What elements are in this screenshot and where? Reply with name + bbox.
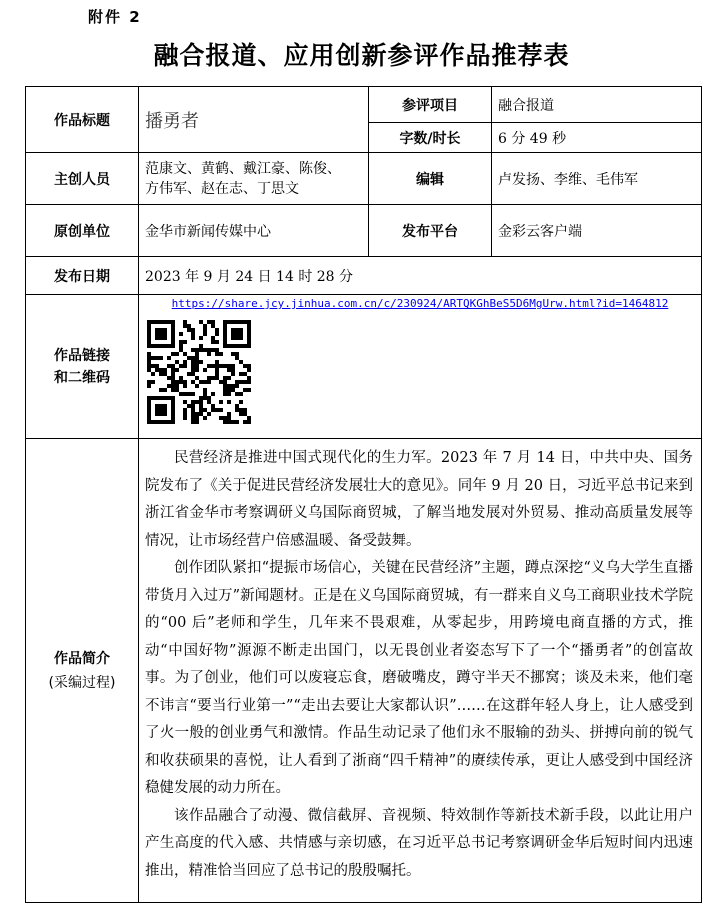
creators-line-1: 范康文、黄鹤、戴江豪、陈俊、 [145,160,341,177]
length-value: 6 分 49 秒 [492,123,702,153]
intro-text [139,439,702,903]
link-label-line-2: 和二维码 [54,369,110,386]
creators-line-2: 方伟军、赵在志、丁思文 [145,180,299,197]
intro-paragraph-1: 民营经济是推进中国式现代化的生力军。2023 年 7 月 14 日，中共中央、国务院发布了《关于促进民营经济发展壮大的意见》。同年 9 月 20 日，习近平总书记来到浙江省金华市考察调研义乌国际商贸城，了解当地发展对外贸易、推动高质量发展等情况，让市场经营户倍感温暖、备受鼓舞。 [145,450,693,549]
category-label: 参评项目 [369,87,492,123]
intro-label-line-1: 作品简介 [54,650,110,667]
attachment-label: 附件 2 [88,8,142,26]
date-label: 发布日期 [26,257,139,295]
creators-label: 主创人员 [26,153,139,205]
link-cell [139,295,702,439]
qr-code-icon[interactable] [147,320,251,424]
recommendation-form [25,86,702,903]
date-value: 2023 年 9 月 24 日 14 时 28 分 [139,257,702,295]
intro-paragraph-3: 该作品融合了动漫、微信截屏、音视频、特效制作等新技术新手段，以此让用户产生高度的代入感、共情感与亲切感，在习近平总书记考察调研金华后短时间内迅速推出，精准恰当回应了总书记的殷殷嘱托。 [145,807,693,879]
work-link[interactable]: https://share.jcy.jinhua.com.cn/c/230924/ARTQKGhBeS5D6MgUrw.html?id=1464812 [171,297,669,310]
platform-value: 金彩云客户端 [492,205,702,257]
platform-label: 发布平台 [369,205,492,257]
editor-value: 卢发扬、李维、毛伟军 [492,153,702,205]
unit-label: 原创单位 [26,205,139,257]
intro-label-line-2: (采编过程) [48,674,116,691]
title-label: 作品标题 [26,87,139,153]
title-value: 播勇者 [139,87,369,153]
category-value: 融合报道 [492,87,702,123]
editor-label: 编辑 [369,153,492,205]
intro-label [26,439,139,903]
page-title: 融合报道、应用创新参评作品推荐表 [153,41,570,70]
creators-value [139,153,369,205]
link-label-line-1: 作品链接 [54,347,110,364]
length-label: 字数/时长 [369,123,492,153]
unit-value: 金华市新闻传媒中心 [139,205,369,257]
link-label [26,295,139,439]
intro-paragraph-2: 创作团队紧扣“提振市场信心，关键在民营经济”主题，蹲点深挖“义乌大学生直播带货月入过万”新闻题材。正是在义乌国际商贸城，有一群来自义乌工商职业技术学院的“00 后”老师和学生，几年来不畏艰难，从零起步，用跨境电商直播的方式，推动“中国好物”源源不断走出国门，以无畏创业者姿态写下了一个“播勇者”的创富故事。为了创业，他们可以废寝忘食，磨破嘴皮，蹲守半天不挪窝；谈及未来，他们毫不讳言“要当行业第一”“走出去要让大家都认识”……在这群年轻人身上，让人感受到了火一般的创业勇气和激情。作品生动记录了他们永不服输的劲头、拼搏向前的锐气和收获硕果的喜悦，让人看到了浙商“四千精神”的赓续传承，更让人感受到中国经济稳健发展的动力所在。 [145,560,693,796]
